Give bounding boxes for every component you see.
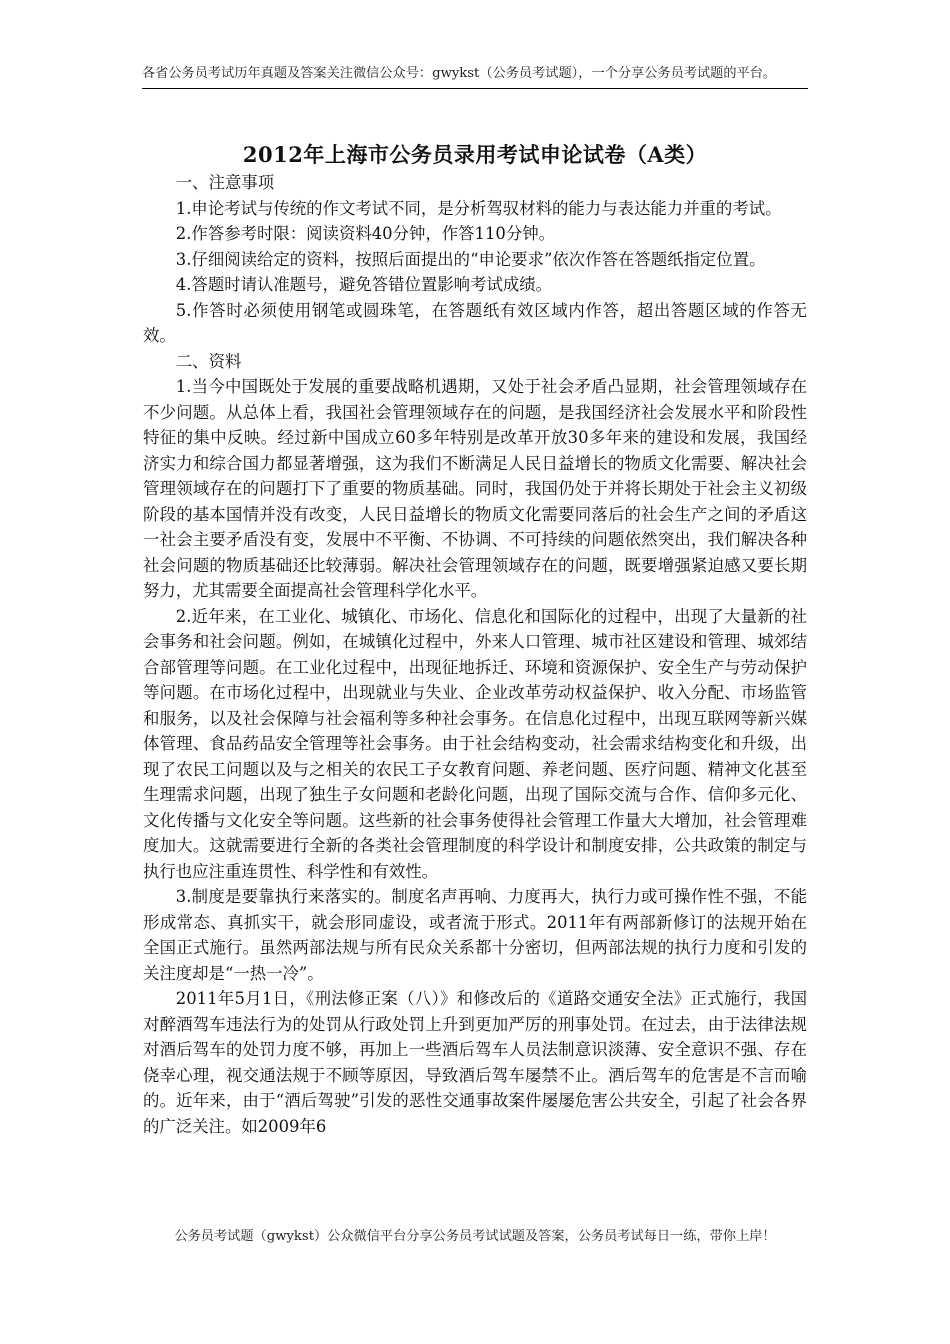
note-item-4: 4.答题时请认准题号，避免答错位置影响考试成绩。: [175, 275, 553, 294]
note-item-5: 5.作答时必须使用钢笔或圆珠笔，在答题纸有效区域内作答，超出答题区域的作答无效。: [143, 300, 807, 345]
header-divider: [142, 88, 808, 89]
page-header-text: 各省公务员考试历年真题及答案关注微信公众号：gwykst（公务员考试题），一个分享公务员考试题的平台。: [142, 66, 777, 81]
material-paragraph-1: 1.当今中国既处于发展的重要战略机遇期，又处于社会矛盾凸显期，社会管理领域存在不少问题。从总体上看，我国社会管理领域存在的问题，是我国经济社会发展水平和阶段性特征的集中反映。经过新中国成立60多年特别是改革开放30多年来的建设和发展，我国经济实力和综合国力都显著增强，这为我们不断满足人民日益增长的物质文化需要、解决社会管理领域存在的问题打下了重要的物质基础。同时，我国仍处于并将长期处于社会主义初级阶段的基本国情并没有改变，人民日益增长的物质文化需要同落后的社会生产之间的矛盾这一社会主要矛盾没有变，发展中不平衡、不协调、不可持续的问题依然突出，我们解决各种社会问题的物质基础还比较薄弱。解决社会管理领域存在的问题，既要增强紧迫感又要长期努力，尤其需要全面提高社会管理科学化水平。: [143, 377, 807, 600]
note-item-2: 2.作答参考时限：阅读资料40分钟，作答110分钟。: [175, 224, 555, 243]
note-item-1: 1.申论考试与传统的作文考试不同，是分析驾驭材料的能力与表达能力并重的考试。: [175, 198, 782, 218]
note-item-3: 3.仔细阅读给定的资料，按照后面提出的“申论要求”依次作答在答题纸指定位置。: [175, 249, 766, 269]
document-title: 2012年上海市公务员录用考试申论试卷（A类）: [242, 142, 708, 167]
material-paragraph-2: 2.近年来，在工业化、城镇化、市场化、信息化和国际化的过程中，出现了大量新的社会事务和社会问题。例如，在城镇化过程中，外来人口管理、城市社区建设和管理、城郊结合部管理等问题。在工业化过程中，出现征地拆迁、环境和资源保护、安全生产与劳动保护等问题。在市场化过程中，出现就业与失业、企业改革劳动权益保护、收入分配、市场监管和服务，以及社会保障与社会福利等多种社会事务。在信息化过程中，出现互联网等新兴媒体管理、食品药品安全管理等社会事务。由于社会结构变动，社会需求结构变化和升级，出现了农民工问题以及与之相关的农民工子女教育问题、养老问题、医疗问题、精神文化甚至生理需求问题，出现了独生子女问题和老龄化问题，出现了国际交流与合作、信仰多元化、文化传播与文化安全等问题。这些新的社会事务使得社会管理工作量大大增加，社会管理难度加大。这就需要进行全新的各类社会管理制度的科学设计和制度安排，公共政策的制定与执行也应注重连贯性、科学性和有效性。: [143, 606, 807, 881]
page-footer-text: 公务员考试题（gwykst）公众微信平台分享公务员考试试题及答案，公务员考试每日一练，带你上岸！: [174, 1229, 776, 1244]
material-paragraph-3-continued: 2011年5月1日，《刑法修正案（八）》和修改后的《道路交通安全法》正式施行，我国对醉酒驾车违法行为的处罚从行政处罚上升到更加严厉的刑事处罚。在过去，由于法律法规对酒后驾车的处罚力度不够，再加上一些酒后驾车人员法制意识淡薄、安全意识不强、存在侥幸心理，视交通法规于不顾等原因，导致酒后驾车屡禁不止。酒后驾车的危害是不言而喻的。近年来，由于“酒后驾驶”引发的恶性交通事故案件屡屡危害公共安全，引起了社会各界的广泛关注。如2009年6: [143, 989, 807, 1136]
section-heading-notes: 一、注意事项: [175, 173, 275, 192]
document-body: [143, 140, 807, 1139]
section-heading-materials: 二、资料: [175, 351, 242, 371]
material-paragraph-3: 3.制度是要靠执行来落实的。制度名声再响、力度再大，执行力或可操作性不强，不能形成常态、真抓实干，就会形同虚设，或者流于形式。2011年有两部新修订的法规开始在全国正式施行。虽然两部法规与所有民众关系都十分密切，但两部法规的执行力度和引发的关注度却是“一热一冷”。: [143, 887, 807, 983]
